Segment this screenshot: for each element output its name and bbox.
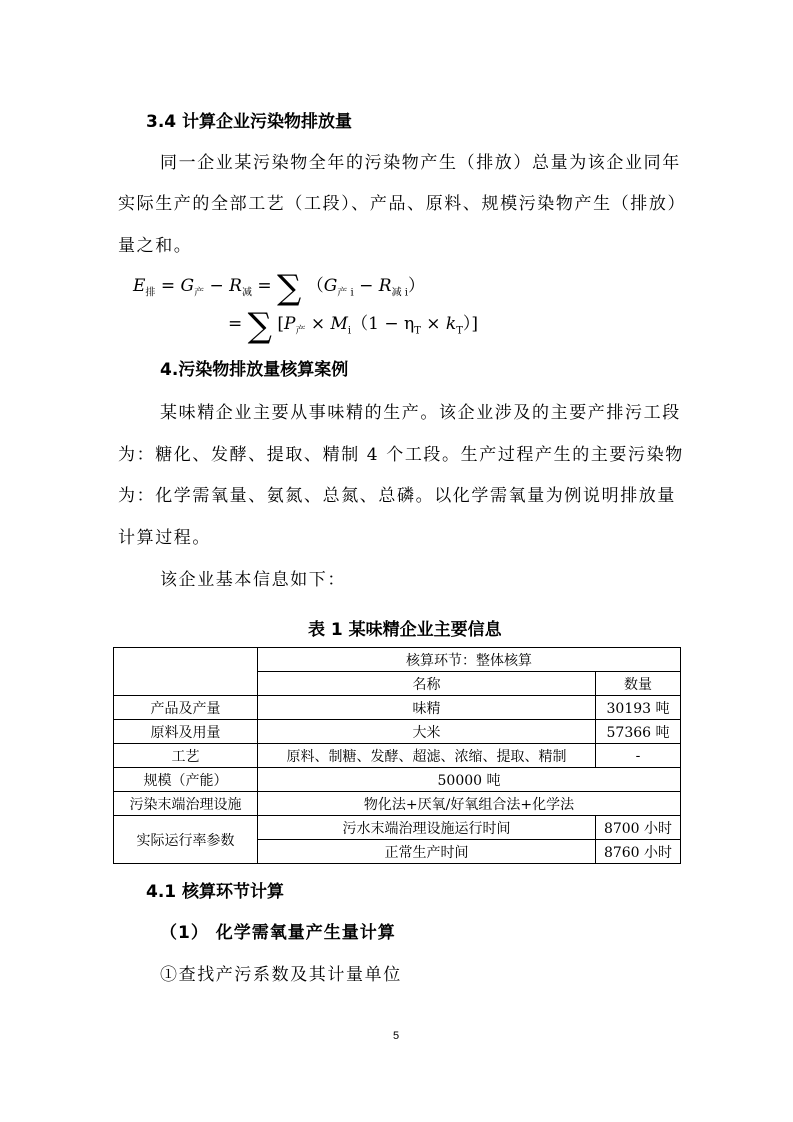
cell-qty: - bbox=[596, 744, 681, 768]
row-label: 产品及产量 bbox=[114, 696, 258, 720]
page-number: 5 bbox=[393, 1030, 400, 1042]
subsection-heading: （1） 化学需氧量产生量计算 bbox=[160, 923, 396, 943]
cell-name: 原料、制糖、发酵、超滤、浓缩、提取、精制 bbox=[258, 744, 596, 768]
col-header-qty: 数量 bbox=[596, 672, 681, 696]
table-caption: 表 1 某味精企业主要信息 bbox=[308, 620, 502, 640]
paragraph-line: 实际生产的全部工艺（工段）、产品、原料、规模污染物产生（排放） bbox=[118, 194, 687, 214]
row-label: 实际运行率参数 bbox=[114, 816, 258, 864]
table-row bbox=[114, 648, 681, 672]
cell-value: 50000 吨 bbox=[258, 768, 681, 792]
paragraph-line: 某味精企业主要从事味精的生产。该企业涉及的主要产排污工段 bbox=[160, 403, 681, 423]
table-row bbox=[114, 744, 681, 768]
table-row bbox=[114, 768, 681, 792]
row-label: 规模（产能） bbox=[114, 768, 258, 792]
section-heading-4-1: 4.1 核算环节计算 bbox=[146, 882, 285, 902]
formula-line-2: = ∑ $[P_产 \times M_i(1 - \eta_T \times k_T)]$ bbox=[228, 306, 479, 346]
paragraph-line: 计算过程。 bbox=[118, 528, 211, 548]
section-heading-3-4: 3.4 计算企业污染物排放量 bbox=[146, 112, 353, 132]
paragraph-line: 同一企业某污染物全年的污染物产生（排放）总量为该企业同年 bbox=[160, 153, 681, 173]
formula-line-1: $E_排 = G_产 - R_减$ = ∑ $(G_{产 i} - R_{减 i})$ bbox=[133, 268, 425, 308]
paragraph-line: 该企业基本信息如下： bbox=[160, 570, 346, 590]
enterprise-info-table bbox=[113, 647, 681, 864]
row-label: 工艺 bbox=[114, 744, 258, 768]
paragraph-line: 为：糖化、发酵、提取、精制 4 个工段。生产过程产生的主要污染物 bbox=[118, 445, 684, 465]
row-label: 污染末端治理设施 bbox=[114, 792, 258, 816]
paragraph-line: 量之和。 bbox=[118, 236, 193, 256]
cell-name: 大米 bbox=[258, 720, 596, 744]
cell-qty: 8700 小时 bbox=[596, 816, 681, 840]
table-header-span: 核算环节：整体核算 bbox=[258, 648, 681, 672]
cell-name: 污水末端治理设施运行时间 bbox=[258, 816, 596, 840]
step-line: ①查找产污系数及其计量单位 bbox=[160, 965, 402, 985]
cell-name: 正常生产时间 bbox=[258, 840, 596, 864]
cell-qty: 57366 吨 bbox=[596, 720, 681, 744]
table-row bbox=[114, 696, 681, 720]
paragraph-line: 为：化学需氧量、氨氮、总氮、总磷。以化学需氧量为例说明排放量 bbox=[118, 486, 676, 506]
row-label: 原料及用量 bbox=[114, 720, 258, 744]
cell-value: 物化法+厌氧/好氧组合法+化学法 bbox=[258, 792, 681, 816]
table-row bbox=[114, 720, 681, 744]
cell-name: 味精 bbox=[258, 696, 596, 720]
table-row bbox=[114, 792, 681, 816]
table-row bbox=[114, 816, 681, 840]
col-header-name: 名称 bbox=[258, 672, 596, 696]
table-corner-cell bbox=[114, 648, 258, 696]
cell-qty: 30193 吨 bbox=[596, 696, 681, 720]
cell-qty: 8760 小时 bbox=[596, 840, 681, 864]
section-heading-4: 4.污染物排放量核算案例 bbox=[160, 360, 349, 380]
